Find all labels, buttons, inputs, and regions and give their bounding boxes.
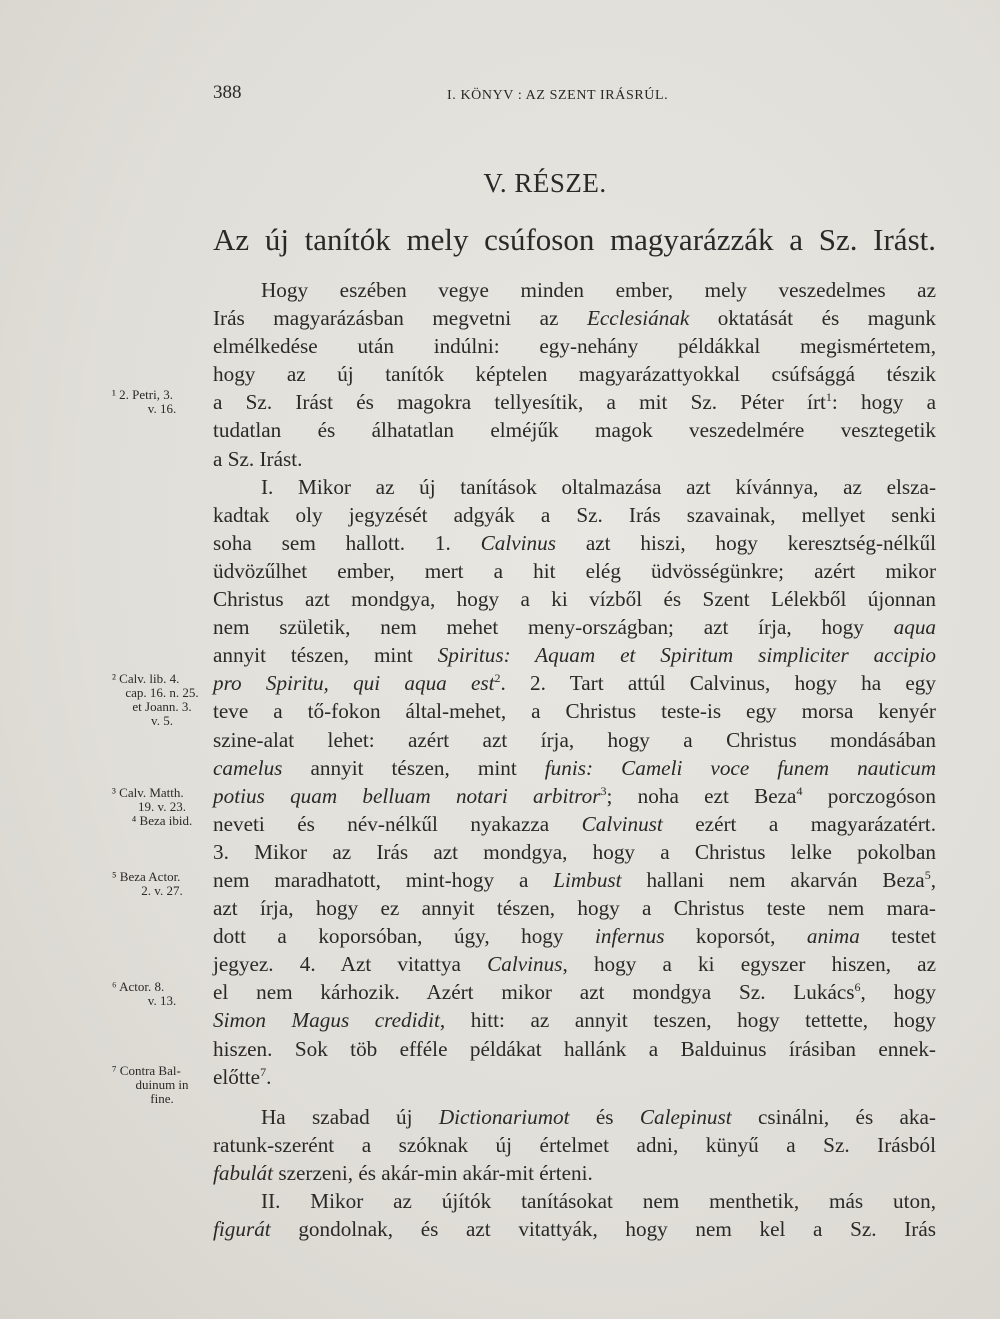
text-line: Christus azt mondgya, hogy a ki vízből és Szent Lélekből újonnan (213, 587, 936, 612)
marginal-note (112, 1064, 212, 1106)
text-line: dott a koporsóban, úgy, hogy infernus koporsót, anima testet (213, 924, 937, 949)
marginal-note-line: et Joann. 3. (132, 699, 192, 714)
text-line: ratunk-szerént a szóknak új értelmet adni, künyű a Sz. Irásból (213, 1132, 936, 1157)
text-line: hiszen. Sok töb efféle példákat hallánk a Balduinus írásiban ennek- (213, 1036, 936, 1061)
marginal-note (112, 870, 212, 898)
text-line: figurát gondolnak, és azt vitattyák, hogy nem kel a Sz. Irás (213, 1217, 936, 1242)
text-line: fabulát szerzeni, és akár-min akár-mit érteni. (213, 1160, 593, 1185)
text-line: üdvözűlhet ember, mert a hit elég üdvösségünkre; azért mikor (213, 558, 936, 583)
marginal-note (112, 786, 212, 828)
marginal-note-line: duinum in (135, 1077, 189, 1092)
text-line: kadtak oly jegyzését adgyák a Sz. Irás szavainak, mellyet senki (213, 502, 936, 527)
text-line: azt írja, hogy ez annyit tészen, hogy a Christus teste nem mara- (213, 896, 936, 921)
marginal-note-line: ⁷ Contra Bal- (112, 1063, 181, 1078)
marginal-note-line: v. 13. (147, 993, 177, 1008)
text-line: a Sz. Irást és magokra tellyesítik, a mit Sz. Péter írt$^1$: hogy a (213, 390, 936, 415)
marginal-note-line: cap. 16. n. 25. (125, 685, 199, 700)
text-line: neveti és név-nélkűl nyakazza Calvinust ezért a magyarázatért. (213, 811, 936, 836)
text-line: soha sem hallott. 1. Calvinus azt hiszi, hogy keresztség-nélkűl (213, 530, 936, 555)
marginal-note-line: ³ Calv. Matth. (112, 785, 184, 800)
text-line: előtte$^7$. (213, 1064, 272, 1089)
text-line: I. Mikor az új tanítások oltalmazása azt kívánnya, az elsza- (261, 474, 936, 499)
page-header (0, 82, 1000, 112)
marginal-note-line: v. 16. (147, 401, 177, 416)
text-line: II. Mikor az újítók tanításokat nem menthetik, más uton, (261, 1189, 936, 1213)
chapter-number: V. RÉSZE. (483, 168, 607, 198)
text-line: nem maradhatott, mint-hogy a Limbust hallani nem akarván Beza$^5$, (213, 867, 936, 892)
text-line: jegyez. 4. Azt vitattya Calvinus, hogy a ki egyszer hiszen, az (213, 952, 936, 977)
marginal-note-line: fine. (150, 1091, 174, 1106)
text-line: Ha szabad új Dictionariumot és Calepinust csinálni, és aka- (261, 1104, 936, 1129)
marginal-note-line: ⁴ Beza ibid. (131, 813, 193, 828)
marginal-note-line: ¹ 2. Petri, 3. (112, 387, 173, 402)
marginal-note-line: v. 5. (151, 713, 173, 728)
text-line: szine-alat lehet: azért azt írja, hogy a Christus mondásában (213, 727, 936, 752)
marginal-note (112, 672, 212, 728)
text-line: 3. Mikor az Irás azt mondgya, hogy a Christus lelke pokolban (213, 839, 936, 864)
body-text (213, 276, 936, 1243)
marginal-note-line: 19. v. 23. (138, 799, 186, 814)
text-line: teve a tő-fokon által-mehet, a Christus teste-is egy morsa kenyér (213, 699, 936, 724)
text-line: tudatlan és álhatatlan elméjűk magok veszedelmére vesztegetik (213, 418, 936, 443)
text-line: hogy az új tanítók képtelen magyarázattyokkal csúfsággá tészik (213, 362, 936, 387)
text-line: Irás magyarázásban megvetni az Ecclesiának oktatását és magunk (213, 306, 936, 331)
text-line: Simon Magus credidit, hitt: az annyit teszen, hogy tettette, hogy (213, 1008, 936, 1033)
text-line: elmélkedése után indúlni: egy-nehány példákkal megismértetem, (213, 334, 936, 359)
chapter-title: Az új tanítók mely csúfoson magyarázzák a Sz. Irást. (213, 222, 936, 257)
text-line: a Sz. Irást. (213, 446, 303, 471)
marginal-note-line: ⁶ Actor. 8. (112, 979, 165, 994)
marginal-note-line: ⁵ Beza Actor. (112, 869, 181, 884)
text-line: Hogy eszében vegye minden ember, mely veszedelmes az (261, 278, 936, 302)
running-head: I. KÖNYV : AZ SZENT IRÁSRÚL. (447, 88, 669, 103)
text-line: nem születik, nem mehet meny-országban; azt írja, hogy aqua (213, 615, 936, 640)
text-line: annyit tészen, mint Spiritus: Aquam et Spiritum simpliciter accipio (213, 643, 936, 668)
text-line: pro Spiritu, qui aqua est$^2$. 2. Tart attúl Calvinus, hogy ha egy (213, 671, 936, 696)
marginal-note-line: 2. v. 27. (141, 883, 183, 898)
paragraph-gap (213, 1091, 936, 1103)
marginal-note (112, 388, 212, 416)
marginal-note-line: ² Calv. lib. 4. (112, 671, 180, 686)
text-line: potius quam belluam notari arbitror$^3$; noha ezt Beza$^4$ porczogóson (213, 783, 936, 808)
text-line: el nem kárhozik. Azért mikor azt mondgya Sz. Lukács$^6$, hogy (213, 980, 936, 1005)
text-line: camelus annyit tészen, mint funis: Cameli voce funem nauticum (213, 755, 937, 780)
page-number: 388 (213, 82, 242, 103)
marginal-note (112, 980, 212, 1008)
